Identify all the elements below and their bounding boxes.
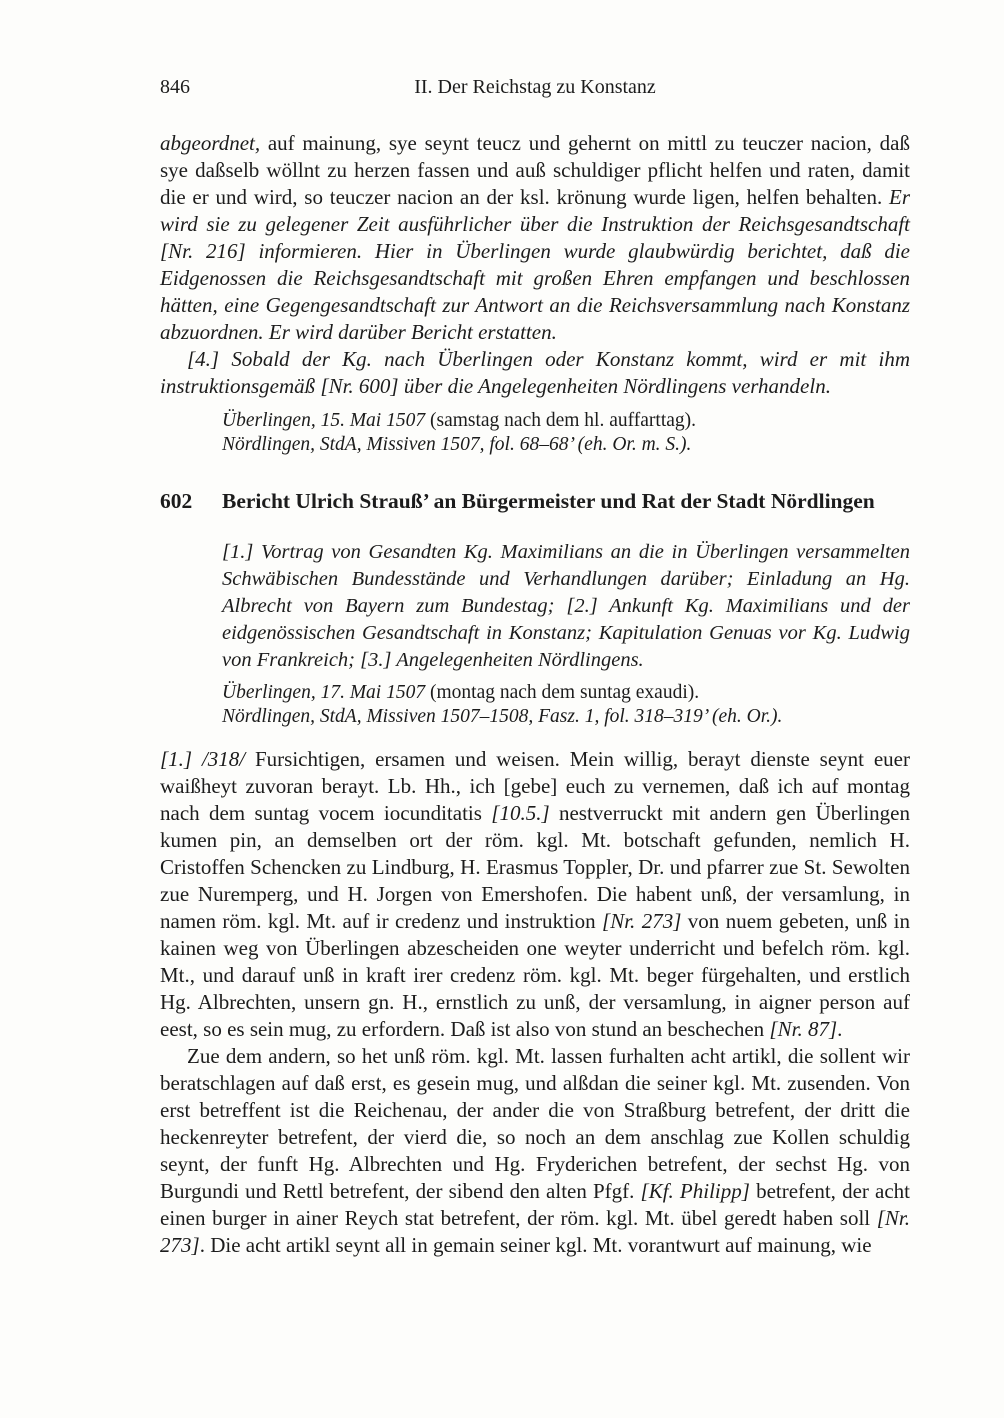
- page-number: 846: [160, 76, 190, 98]
- entry-summary: [1.] Vortrag von Gesandten Kg. Maximilians an die in Überlingen versammelten Schwäbischen Bundesstände und Verhandlungen darüber; Einladung an Hg. Albrecht von Bayern zum Bundestag; [2.] Ankunft Kg. Maximilians und der eidgenössischen Gesandtschaft in Konstanz; Kapitulation Genuas vor Kg. Ludwig von Frankreich; [3.] Angelegenheiten Nördlingens.: [222, 541, 910, 671]
- dateline: Überlingen, 17. Mai 1507 (montag nach dem suntag exaudi).: [222, 682, 700, 703]
- dateline-block: [222, 409, 910, 457]
- body-paragraph-2: Zue dem andern, so het unß röm. kgl. Mt. lassen furhalten acht artikl, die sollent wir beratschlagen auf daß erst, es gesein mug, und alßdan die seiner kgl. Mt. zusenden. Von erst betreffent ist die Reichenau, der ander die von Straßburg betrefent, der dritt die heckenreyter betrefent, der vierd die, so noch an dem anschlag zue Kollen schuldig seynt, der funft Hg. Albrechten und Hg. Fryderichen betrefent, der sechst Hg. von Burgundi und Rettl betrefent, der sibend den alten Pfgf. [Kf. Philipp] betrefent, der acht einen burger in ainer Reych stat betrefent, der röm. kgl. Mt. übel geredt haben soll [Nr. 273]. Die acht artikl seynt all in gemain seiner kgl. Mt. vorantwurt auf mainung, wie: [160, 1044, 910, 1257]
- running-header: [160, 76, 910, 102]
- continuation-paragraph: abgeordnet, auf mainung, sye seynt teucz und gehernt on mittl zu teuczer nacion, daß sye daßselb wöllnt zu herzen fassen und auß schuldiger pflicht helfen und raten, damit die er und wird, so teuczer nacion an der ksl. krönung wurde ligen, helfen behalten. Er wird sie zu gelegener Zeit ausführlicher über die Instruktion der Reichsgesandtschaft [Nr. 216] informieren. Hier in Überlingen wurde glaubwürdig berichtet, daß die Eidgenossen die Reichsgesandtschaft mit großen Ehren empfangen und beschlossen hätten, eine Gegengesandtschaft zur Antwort an die Reichsversammlung nach Konstanz abzuordnen. Er wird darüber Bericht erstatten.: [160, 131, 910, 344]
- entry-601-continuation: [160, 130, 910, 457]
- paragraph-4: [4.] Sobald der Kg. nach Überlingen oder Konstanz kommt, wird er mit ihm instruktionsgemäß [Nr. 600] über die Angelegenheiten Nördlingens verhandeln.: [160, 347, 910, 398]
- source-line: Nördlingen, StdA, Missiven 1507, fol. 68–68’ (eh. Or. m. S.).: [222, 434, 692, 455]
- entry-602: [160, 487, 910, 1259]
- body-paragraph-1: [1.] /318/ Fursichtigen, ersamen und weisen. Mein willig, berayt dienste seynt euer waißheyt zuvoran berayt. Lb. Hh., ich [gebe] euch zu vernemen, daß ich auf montag nach dem suntag vocem iocunditatis [10.5.] nestverruckt mit andern gen Überlingen kumen pin, an demselben ort der röm. kgl. Mt. botschaft gefunden, nemlich H. Cristoffen Schencken zu Lindburg, H. Erasmus Toppler, Dr. und pfarrer zue St. Sewolten zue Nuremperg, und H. Jorgen von Emershofen. Die habent unß, der versamlung, in namen röm. kgl. Mt. auf ir credenz und instruktion [Nr. 273] von nuem gebeten, unß in kainen weg von Überlingen abzescheiden one weyter underricht und befelch röm. kgl. Mt., und darauf unß in kraft irer credenz röm. kgl. Mt. beger fürgehalten, und erstlich Hg. Albrechten, unsern gn. H., ernstlich zu unß, der versamlung, in aigner person auf eest, so es sein mug, zu erfordern. Daß ist also von stund an beschechen [Nr. 87].: [160, 747, 911, 1041]
- entry-heading: [160, 487, 910, 515]
- entry-title: Bericht Ulrich Strauß’ an Bürgermeister und Rat der Stadt Nördlingen: [222, 489, 875, 513]
- source-line: Nördlingen, StdA, Missiven 1507–1508, Fasz. 1, fol. 318–319’ (eh. Or.).: [222, 706, 783, 727]
- dateline-block: [222, 681, 910, 729]
- entry-number: 602: [160, 489, 193, 513]
- running-title: II. Der Reichstag zu Konstanz: [414, 76, 656, 98]
- dateline: Überlingen, 15. Mai 1507 (samstag nach dem hl. auffarttag).: [222, 410, 697, 431]
